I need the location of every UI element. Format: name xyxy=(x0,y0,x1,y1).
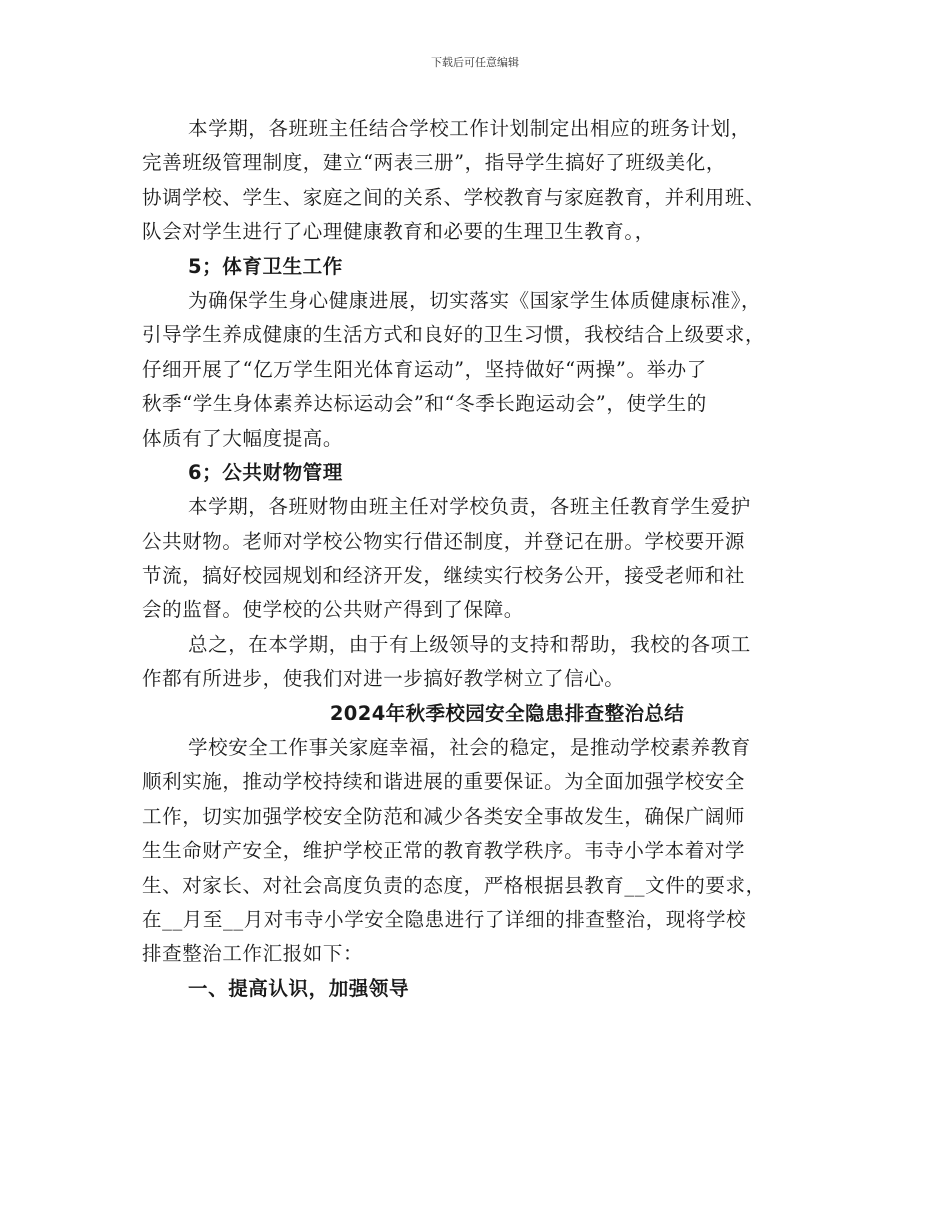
paragraph-line: 工作，切实加强学校安全防范和减少各类安全事故发生，确保广阔师 xyxy=(142,804,746,828)
paragraph-line: 本学期，各班班主任结合学校工作计划制定出相应的班务计划， xyxy=(188,117,751,140)
section-heading-leadership: 一、提高认识，加强领导 xyxy=(188,976,410,1000)
paragraph-line: 协调学校、学生、家庭之间的关系、学校教育与家庭教育，并利用班、 xyxy=(142,185,766,209)
section-heading-public-property: 6；公共财物管理 xyxy=(188,460,343,484)
paragraph-line: 学校安全工作事关家庭幸福，社会的稳定，是推动学校素养教育 xyxy=(188,736,751,760)
paragraph-line: 生、对家长、对社会高度负责的态度，严格根据县教育__文件的要求， xyxy=(142,873,766,897)
paragraph-line: 公共财物。老师对学校公物实行借还制度，并登记在册。学校要开源 xyxy=(142,529,746,553)
header-note: 下载后可任意编辑 xyxy=(431,56,519,69)
paragraph-line: 总之，在本学期，由于有上级领导的支持和帮助，我校的各项工 xyxy=(188,632,751,656)
paragraph-line: 作都有所进步，使我们对进一步搞好教学树立了信心。 xyxy=(142,667,625,691)
document-body xyxy=(142,112,832,1006)
paragraph-line: 节流，搞好校园规划和经济开发，继续实行校务公开，接受老师和社 xyxy=(142,564,746,588)
paragraph-line: 在__月至__月对韦寺小学安全隐患进行了详细的排查整治，现将学校 xyxy=(142,907,747,931)
paragraph-line: 本学期，各班财物由班主任对学校负责，各班主任教育学生爱护 xyxy=(188,495,751,519)
paragraph-line: 秋季“学生身体素养达标运动会”和“冬季长跑运动会”，使学生的 xyxy=(142,392,707,416)
paragraph-line: 为确保学生身心健康进展，切实落实《国家学生体质健康标准》， xyxy=(188,288,762,312)
paragraph-line: 体质有了大幅度提高。 xyxy=(142,426,344,450)
section-heading-sports-health: 5；体育卫生工作 xyxy=(188,254,343,278)
paragraph-line: 完善班级管理制度，建立“两表三册”，指导学生搞好了班级美化， xyxy=(142,151,726,175)
paragraph-line: 仔细开展了“亿万学生阳光体育运动”，坚持做好“两操”。举办了 xyxy=(142,357,707,381)
paragraph-line: 生生命财产安全，维护学校正常的教育教学秩序。韦寺小学本着对学 xyxy=(142,839,746,863)
paragraph-line: 排查整治工作汇报如下： xyxy=(142,942,364,966)
paragraph-line: 顺利实施，推动学校持续和谐进展的重要保证。为全面加强学校安全 xyxy=(142,770,746,794)
paragraph-line: 引导学生养成健康的生活方式和良好的卫生习惯，我校结合上级要求， xyxy=(142,323,766,347)
document-title: 2024年秋季校园安全隐患排查整治总结 xyxy=(329,701,685,725)
paragraph-line: 队会对学生进行了心理健康教育和必要的生理卫生教育。， xyxy=(142,220,655,244)
paragraph-line: 会的监督。使学校的公共财产得到了保障。 xyxy=(142,598,524,622)
